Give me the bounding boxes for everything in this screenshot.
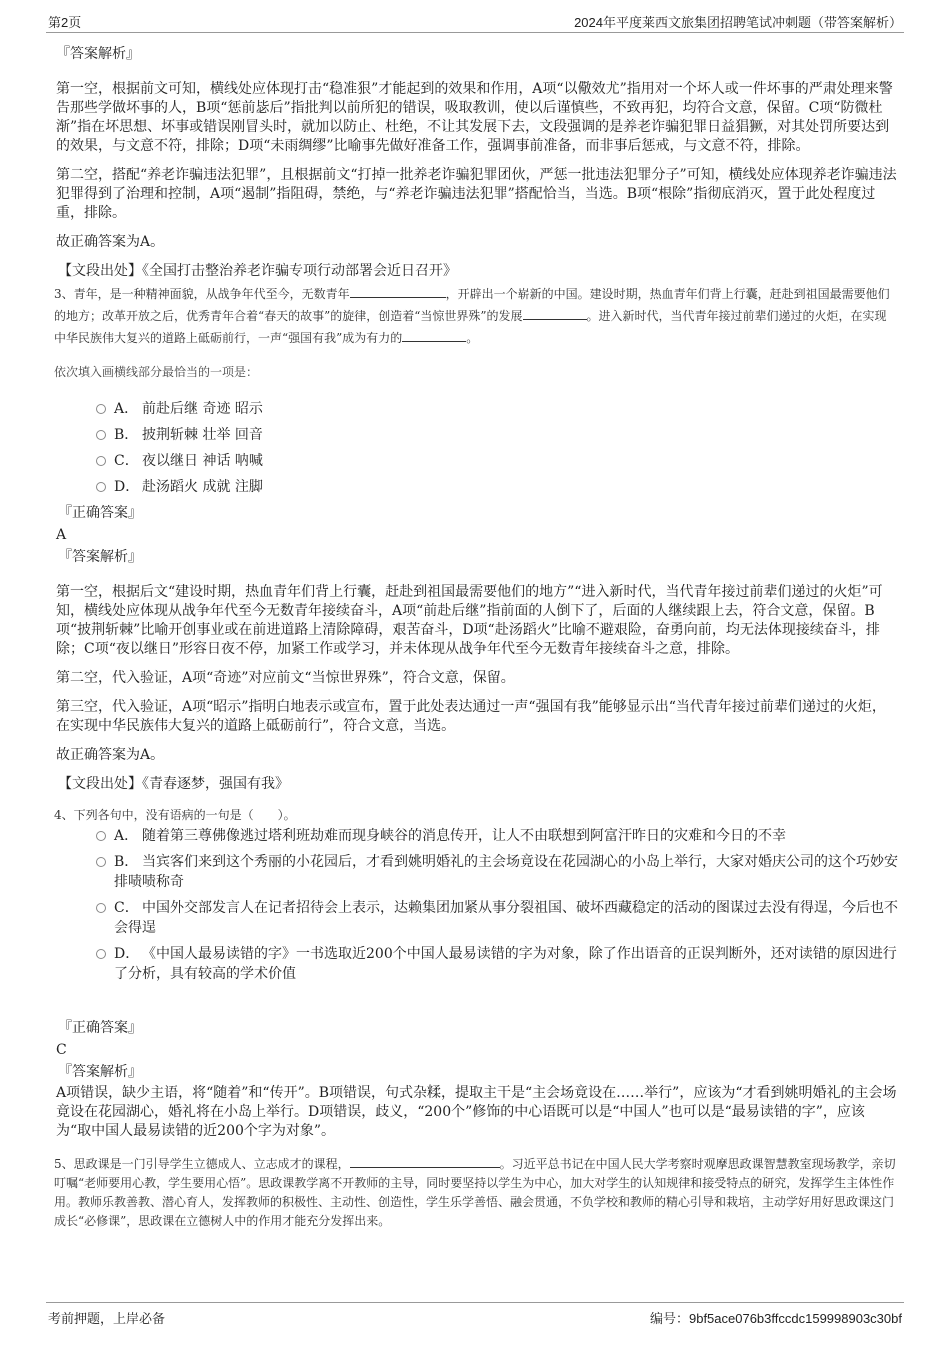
page-header (46, 10, 904, 33)
question-4 (56, 804, 898, 1141)
option-b[interactable]: B． 披荆斩棘 壮举 回音 (94, 425, 898, 445)
analysis-paragraph: A项错误，缺少主语，将“随着”和“传开”。B项错误，句式杂糅，提取主干是“主会场竟设在……举行”，应该为“才看到姚明婚礼的主会场竟设在花园湖心，婚礼将在小岛上举行。D项错误，歧义，“200个”修饰的中心语既可以是“中国人”也可以是“最易读错的字”，应该为“取中国人最易读错的近200个字为对象”。 (56, 1085, 897, 1139)
analysis-paragraph: 第二空，代入验证，A项“奇迹”对应前文“当惊世界殊”，符合文意，保留。 (56, 670, 515, 686)
page-footer (46, 1302, 904, 1325)
correct-answer-label: 『正确答案』 (58, 1020, 142, 1036)
radio-icon[interactable] (96, 430, 106, 440)
options-list (94, 399, 898, 497)
analysis-paragraph: 第三空，代入验证，A项“昭示”指明白地表示或宣布，置于此处表达通过一声“强国有我”能够显示出“当代青年接过前辈们递过的火炬，在实现中华民族伟大复兴的道路上砥砺前行”，符合文意，当选。 (56, 699, 886, 734)
radio-icon[interactable] (96, 831, 106, 841)
option-c[interactable]: C． 夜以继日 神话 呐喊 (94, 451, 898, 471)
question-stem: 5、思政课是一门引导学生立德成人、立志成才的课程， 。习近平总书记在中国人民大学考察时观摩思政课智慧教室现场教学，亲切叮嘱“老师要用心教，学生要用心悟”。思政课教学离不开教师的主导，同时要坚持以学生为中心，加大对学生的认知规律和接受特点的研究，发挥学生主体性作用。教师乐教善教、潜心育人，发挥教师的积极性、主动性、创造性，学生乐学善悟、融会贯通，不负学校和教师的精心引导和栽培，主动学好用好思政课这门成长“必修课”，思政课在立德树人中的作用才能充分发挥出来。 (54, 1153, 898, 1231)
radio-icon[interactable] (96, 404, 106, 414)
radio-icon[interactable] (96, 857, 106, 867)
fill-blank (402, 327, 466, 342)
analysis-conclusion: 故正确答案为A。 (56, 747, 165, 763)
radio-icon[interactable] (96, 949, 106, 959)
analysis-conclusion: 故正确答案为A。 (56, 234, 165, 250)
analysis-paragraph: 第一空，根据后文“建设时期，热血青年们背上行囊，赶赴到祖国最需要他们的地方”“进入新时代，当代青年接过前辈们递过的火炬”可知，横线处应体现从战争年代至今无数青年接续奋斗，A项“前赴后继”指前面的人倒下了，后面的人继续跟上去，符合文意，保留。B项“披荆斩棘”比喻开创事业或在前进道路上清除障碍，艰苦奋斗，D项“赴汤蹈火”比喻不避艰险，奋勇向前，均无法体现接续奋斗，排除；C项“夜以继日”形容日夜不停，加紧工作或学习，并未体现从战争年代至今无数青年接续奋斗之意，排除。 (56, 584, 883, 657)
fill-blank (523, 305, 587, 320)
analysis-paragraph: 第一空，根据前文可知，横线处应体现打击“稳准狠”才能起到的效果和作用，A项“以儆效尤”指用对一个坏人或一件坏事的严肃处理来警告那些学做坏事的人，B项“惩前毖后”指批判以前所犯的错误，吸取教训，使以后谨慎些，不致再犯，均符合文意，保留。C项“防微杜渐”指在坏思想、坏事或错误刚冒头时，就加以防止、杜绝，不让其发展下去，文段强调的是养老诈骗犯罪日益猖獗，对其处罚所要达到的效果，与文意不符，排除；D项“未雨绸缪”比喻事先做好准备工作，强调事前准备，而非事后惩戒，与文意不符，排除。 (56, 81, 893, 154)
analysis-label: 『答案解析』 (58, 549, 142, 565)
radio-icon[interactable] (96, 456, 106, 466)
question-prompt: 依次填入画横线部分最恰当的一项是： (54, 365, 259, 379)
document-id: 编号：9bf5ace076b3ffccdc159998903c30bf (649, 1311, 902, 1326)
options-list (94, 826, 898, 984)
option-a[interactable]: A． 前赴后继 奇迹 昭示 (94, 399, 898, 419)
correct-answer: C (56, 1042, 67, 1058)
option-a[interactable]: A． 随着第三尊佛像逃过塔利班劫难而现身峡谷的消息传开，让人不由联想到阿富汗昨日的灾难和今日的不幸 (94, 826, 898, 846)
question-2-analysis (56, 44, 898, 281)
radio-icon[interactable] (96, 482, 106, 492)
question-3 (56, 283, 898, 794)
correct-answer: A (56, 527, 67, 543)
document-body (56, 44, 898, 1231)
passage-source: 【文段出处】《青春逐梦，强国有我》 (58, 776, 289, 792)
analysis-label: 『答案解析』 (56, 46, 140, 62)
footer-slogan: 考前押题，上岸必备 (48, 1311, 166, 1326)
passage-source: 【文段出处】《全国打击整治养老诈骗专项行动部署会近日召开》 (58, 263, 457, 279)
fill-blank (350, 1153, 500, 1168)
analysis-label: 『答案解析』 (58, 1064, 142, 1080)
question-5 (56, 1153, 898, 1231)
analysis-paragraph: 第二空，搭配“养老诈骗违法犯罪”，且根据前文“打掉一批养老诈骗犯罪团伙，严惩一批违法犯罪分子”可知，横线处应体现养老诈骗违法犯罪得到了治理和控制，A项“遏制”指阻碍，禁绝，与“养老诈骗违法犯罪”搭配恰当，当选。B项“根除”指彻底消灭，置于此处程度过重，排除。 (56, 167, 897, 221)
option-c[interactable]: C． 中国外交部发言人在记者招待会上表示，达赖集团加紧从事分裂祖国、破坏西藏稳定的活动的图谋过去没有得逞，今后也不会得逞 (94, 898, 898, 938)
document-title: 2024年平度莱西文旅集团招聘笔试冲刺题（带答案解析） (574, 15, 902, 30)
option-b[interactable]: B． 当宾客们来到这个秀丽的小花园后，才看到姚明婚礼的主会场竟设在花园湖心的小岛上举行，大家对婚庆公司的这个巧妙安排啧啧称奇 (94, 852, 898, 892)
option-d[interactable]: D． 赴汤蹈火 成就 注脚 (94, 477, 898, 497)
question-stem: 4、下列各句中，没有语病的一句是（ ）。 (54, 808, 296, 822)
radio-icon[interactable] (96, 903, 106, 913)
fill-blank (350, 283, 446, 298)
option-d[interactable]: D． 《中国人最易读错的字》一书选取近200个中国人最易读错的字为对象，除了作出语音的正误判断外，还对读错的原因进行了分析，具有较高的学术价值 (94, 944, 898, 984)
correct-answer-label: 『正确答案』 (58, 505, 142, 521)
page-number: 第2页 (48, 15, 82, 30)
question-stem: 3、青年，是一种精神面貌，从战争年代至今，无数青年 ，开辟出一个崭新的中国。建设时期，热血青年们背上行囊，赶赴到祖国最需要他们的地方；改革开放之后，优秀青年合着“春天的故事”的旋律，创造着“当惊世界殊”的发展 。进入新时代，当代青年接过前辈们递过的火炬，在实现中华民族伟大复兴的道路上砥砺前行，一声“强国有我”成为有力的 。 (54, 283, 898, 349)
